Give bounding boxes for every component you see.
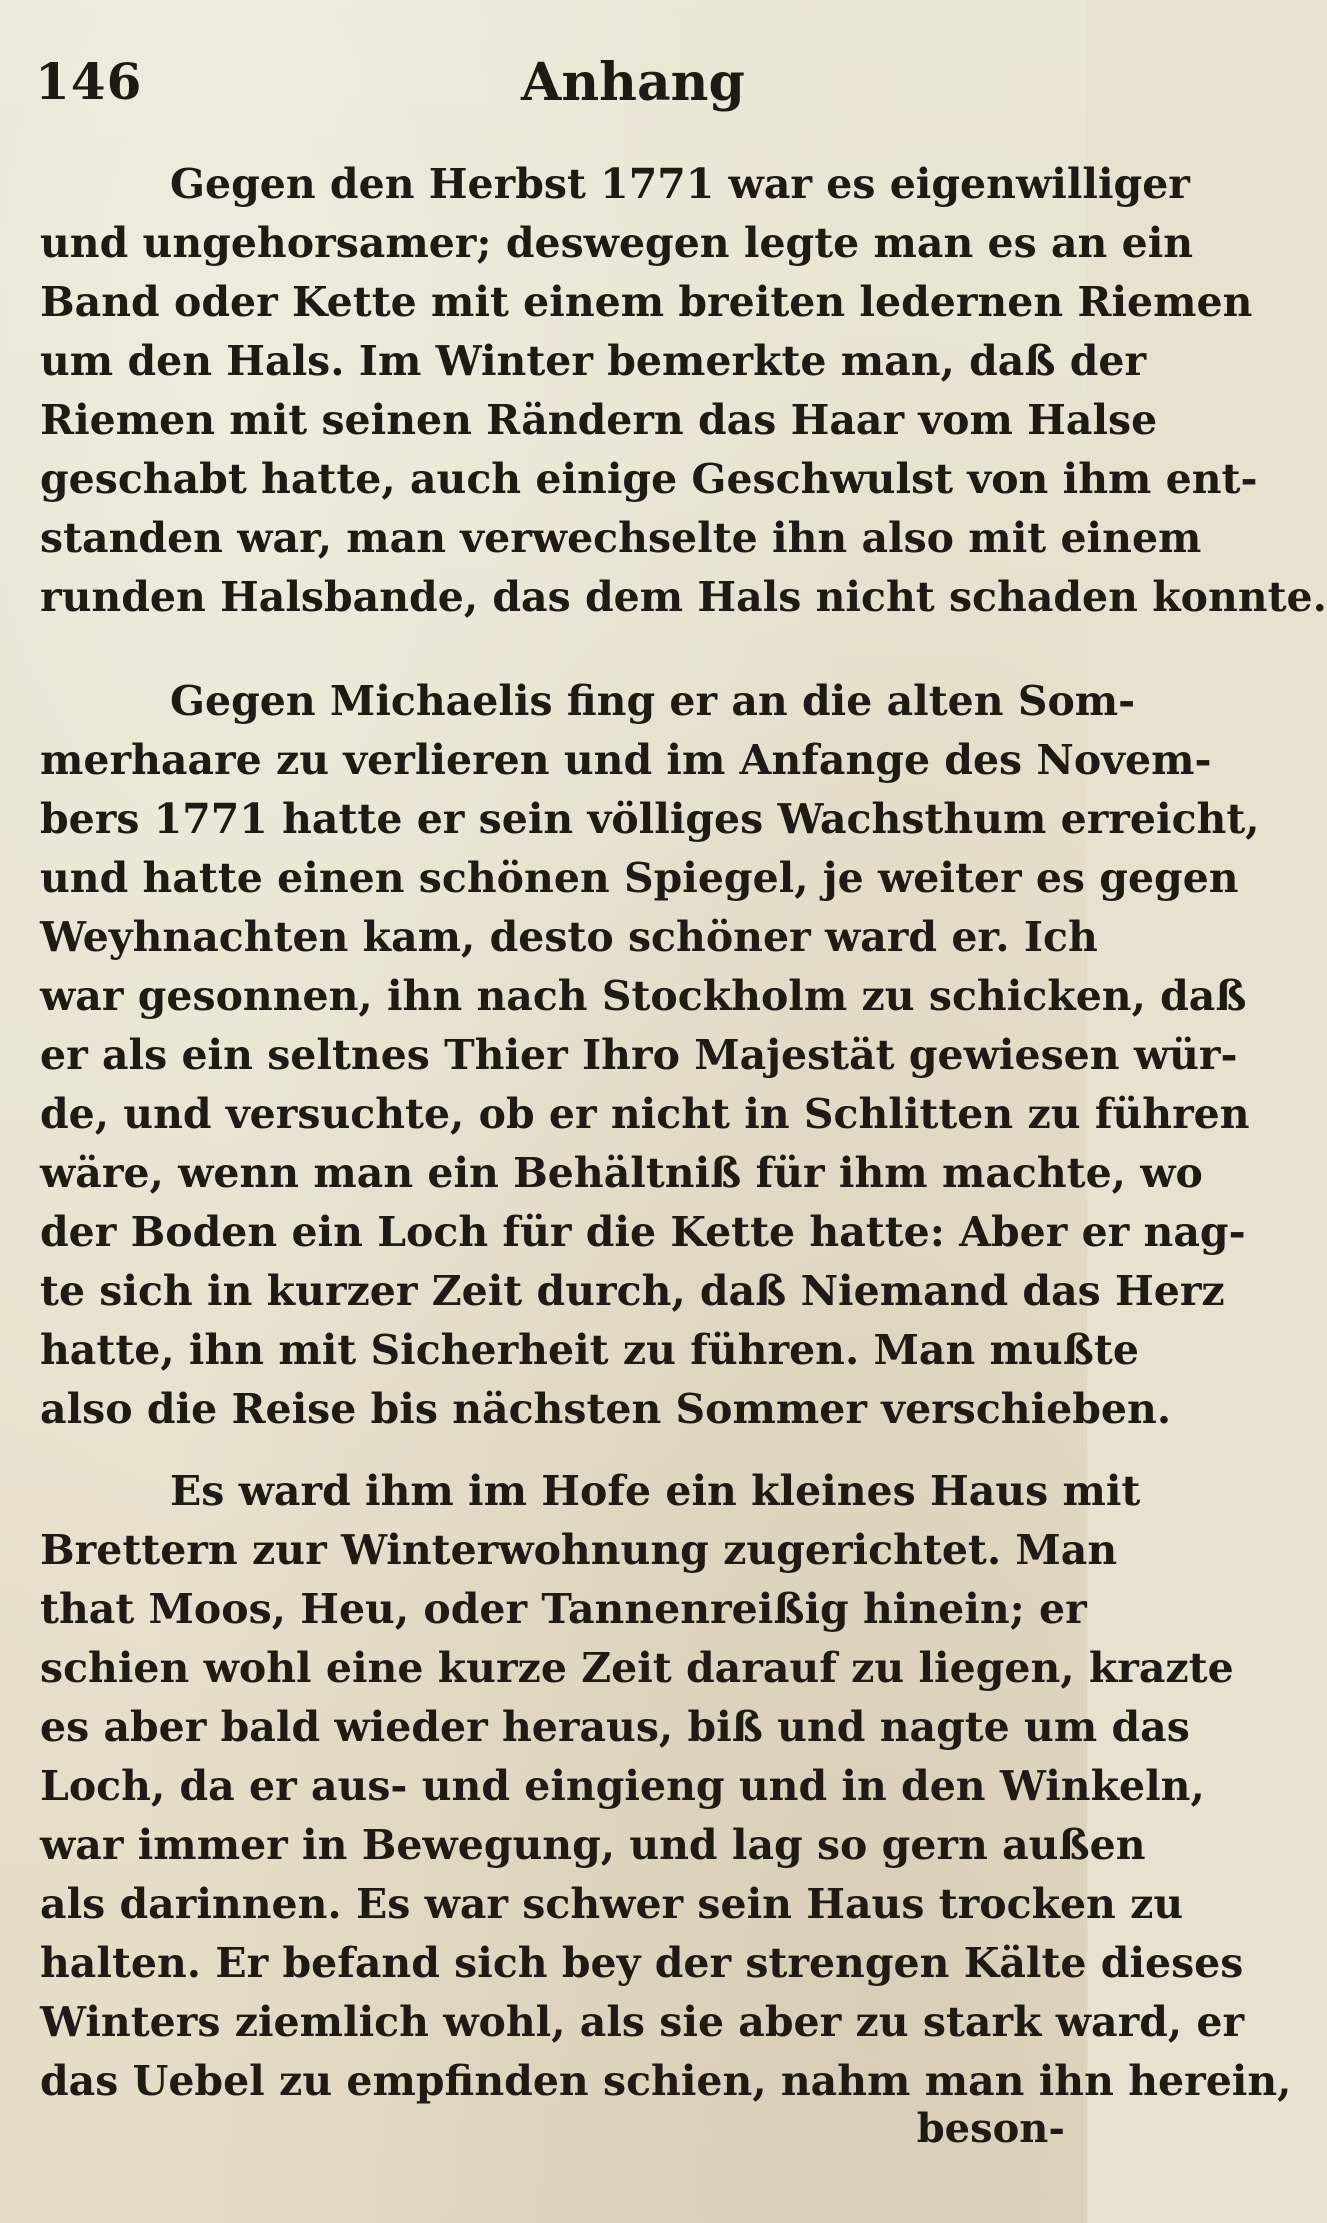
text-line: und ungehorsamer; deswegen legte man es an ein [40, 219, 1194, 267]
page-header [35, 52, 1052, 112]
text-line: und hatte einen schönen Spiegel, je weiter es gegen [40, 854, 1239, 902]
text-line: de, und versuchte, ob er nicht in Schlitten zu führen [40, 1090, 1250, 1138]
paragraph-2 [40, 672, 1260, 1439]
text-line: also die Reise bis nächsten Sommer verschieben. [40, 1385, 1172, 1433]
running-head: Anhang [521, 52, 745, 113]
text-line: that Moos, Heu, oder Tannenreißig hinein; er [40, 1585, 1087, 1633]
text-line: das Uebel zu empfinden schien, nahm man ihn herein, [40, 2057, 1292, 2105]
text-line: Riemen mit seinen Rändern das Haar vom Halse [40, 396, 1158, 444]
text-line: hatte, ihn mit Sicherheit zu führen. Man mußte [40, 1326, 1139, 1374]
text-line: war immer in Bewegung, und lag so gern außen [40, 1821, 1146, 1869]
text-line: wäre, wenn man ein Behältniß für ihm machte, wo [40, 1149, 1203, 1197]
text-line: standen war, man verwechselte ihn also mit einem [40, 514, 1202, 562]
text-line: Gegen Michaelis fing er an die alten Som- [170, 677, 1136, 725]
text-line: runden Halsbande, das dem Hals nicht schaden konnte. [40, 573, 1327, 621]
text-line: merhaare zu verlieren und im Anfange des Novem- [40, 736, 1212, 784]
text-line: geschabt hatte, auch einige Geschwulst von ihm ent- [40, 455, 1258, 503]
text-line: halten. Er befand sich bey der strengen Kälte dieses [40, 1939, 1244, 1987]
text-line: es aber bald wieder heraus, biß und nagte um das [40, 1703, 1190, 1751]
paragraph-3 [40, 1462, 1292, 2111]
text-line: schien wohl eine kurze Zeit darauf zu liegen, krazte [40, 1644, 1234, 1692]
text-line: Winters ziemlich wohl, als sie aber zu stark ward, er [40, 1998, 1245, 2046]
text-line: Band oder Kette mit einem breiten ledernen Riemen [40, 278, 1253, 326]
text-line: er als ein seltnes Thier Ihro Majestät gewiesen wür- [40, 1031, 1238, 1079]
catchword: beson- [916, 2105, 1065, 2152]
text-line: bers 1771 hatte er sein völliges Wachsthum erreicht, [40, 795, 1260, 843]
text-line: te sich in kurzer Zeit durch, daß Niemand das Herz [40, 1267, 1225, 1315]
text-line: war gesonnen, ihn nach Stockholm zu schicken, daß [40, 972, 1247, 1020]
text-line: der Boden ein Loch für die Kette hatte: Aber er nag- [40, 1208, 1246, 1256]
text-line: Loch, da er aus- und eingieng und in den Winkeln, [40, 1762, 1205, 1810]
paragraph-1 [40, 155, 1327, 627]
text-line: Es ward ihm im Hofe ein kleines Haus mit [170, 1467, 1141, 1515]
page-number: 146 [35, 52, 143, 111]
text-line: um den Hals. Im Winter bemerkte man, daß der [40, 337, 1147, 385]
text-line: Weyhnachten kam, desto schöner ward er. Ich [40, 913, 1098, 961]
text-line: als darinnen. Es war schwer sein Haus trocken zu [40, 1880, 1184, 1928]
text-line: Gegen den Herbst 1771 war es eigenwilliger [170, 160, 1190, 208]
text-line: Brettern zur Winterwohnung zugerichtet. Man [40, 1526, 1118, 1574]
